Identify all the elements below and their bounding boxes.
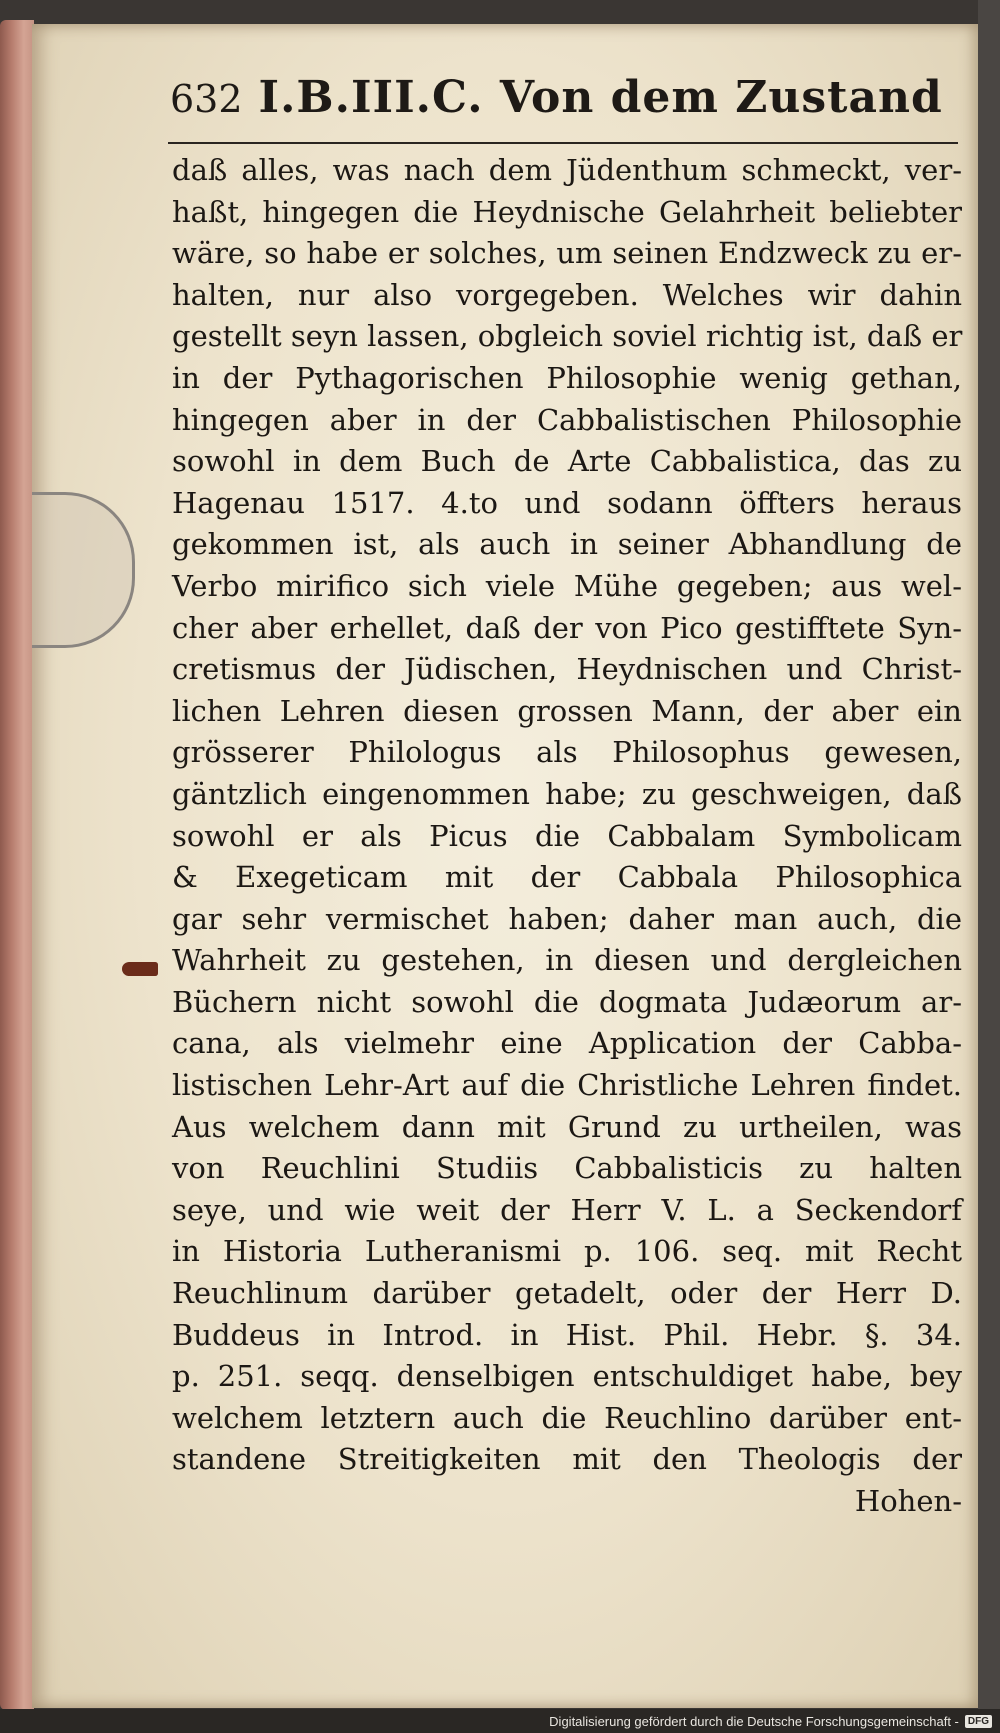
text-line: gestellt seyn lassen, obgleich soviel richtig ist, daß er	[172, 319, 963, 354]
text-line: Hagenau 1517. 4.to und sodann öffters heraus	[172, 485, 962, 520]
text-line: standene Streitigkeiten mit den Theologis der	[172, 1442, 962, 1477]
text-line: in Historia Lutheranismi p. 106. seq. mit Recht	[172, 1234, 962, 1269]
text-line: cher aber erhellet, daß der von Pico gestifftete Syn-	[172, 610, 962, 645]
text-line: wäre, so habe er solches, um seinen Endzweck zu er-	[172, 236, 962, 271]
text-line: Hohen-	[854, 1484, 962, 1518]
digitization-footer	[0, 1709, 1000, 1733]
text-line: haßt, hingegen die Heydnische Gelahrheit beliebter	[172, 194, 962, 229]
text-line: von Reuchlini Studiis Cabbalisticis zu halten	[172, 1151, 962, 1186]
text-line: in der Pythagorischen Philosophie wenig gethan,	[172, 360, 962, 395]
page-number: 632	[170, 77, 243, 121]
page-clip	[32, 492, 135, 648]
text-line: cana, als vielmehr eine Application der Cabba-	[172, 1026, 962, 1061]
text-line: grösserer Philologus als Philosophus gewesen,	[172, 735, 962, 770]
text-line: Wahrheit zu gestehen, in diesen und dergleichen	[172, 943, 962, 978]
text-line: cretismus der Jüdischen, Heydnischen und Christ-	[172, 652, 962, 687]
text-line: daß alles, was nach dem Jüdenthum schmeckt, ver-	[172, 153, 962, 187]
text-line: Verbo mirifico sich viele Mühe gegeben; aus wel-	[172, 568, 962, 603]
book-page-edge	[0, 20, 34, 1710]
text-line: gar sehr vermischet haben; daher man auch, die	[172, 901, 962, 936]
text-line: halten, nur also vorgegeben. Welches wir dahin	[172, 277, 962, 312]
dfg-logo: DFG	[965, 1715, 992, 1728]
text-line: & Exegeticam mit der Cabbala Philosophica	[172, 860, 962, 895]
text-line: p. 251. seqq. denselbigen entschuldiget habe, bey	[172, 1359, 962, 1394]
page-header	[170, 72, 950, 142]
text-line: Aus welchem dann mit Grund zu urtheilen, was	[172, 1109, 962, 1144]
header-rule	[168, 142, 958, 144]
running-head: I.B.III.C. Von dem Zustand	[258, 72, 943, 123]
text-line: welchem letztern auch die Reuchlino darüber ent-	[172, 1400, 962, 1435]
text-line: hingegen aber in der Cabbalistischen Philosophie	[172, 402, 962, 437]
scan-right-border	[978, 0, 1000, 1733]
footer-credit: Digitalisierung gefördert durch die Deutsche Forschungsgemeinschaft -	[549, 1713, 959, 1729]
text-line: Büchern nicht sowohl die dogmata Judæorum ar-	[172, 984, 962, 1019]
text-line: Buddeus in Introd. in Hist. Phil. Hebr. §. 34.	[172, 1317, 962, 1352]
text-line: gekommen ist, als auch in seiner Abhandlung de	[172, 527, 962, 562]
text-line: listischen Lehr-Art auf die Christliche Lehren findet.	[172, 1068, 962, 1103]
pointing-hand-mark	[122, 962, 158, 976]
text-line: sowohl in dem Buch de Arte Cabbalistica, das zu	[172, 444, 962, 479]
body-text	[172, 150, 962, 1523]
text-line: sowohl er als Picus die Cabbalam Symbolicam	[172, 818, 962, 853]
text-line: seye, und wie weit der Herr V. L. a Seckendorf	[172, 1192, 962, 1227]
text-line: gäntzlich eingenommen habe; zu geschweigen, daß	[172, 776, 962, 811]
text-line: lichen Lehren diesen grossen Mann, der aber ein	[172, 693, 962, 728]
text-line: Reuchlinum darüber getadelt, oder der Herr D.	[172, 1276, 962, 1311]
